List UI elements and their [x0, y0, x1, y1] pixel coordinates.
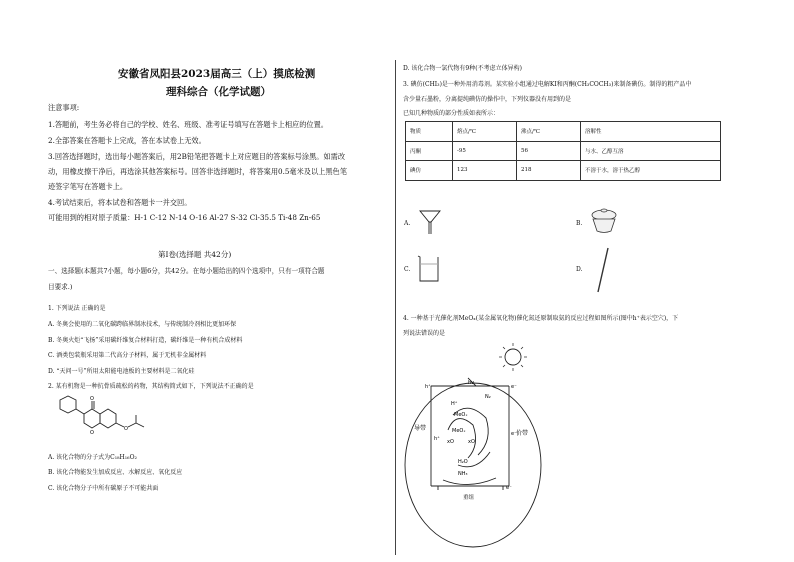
note-3-cont2: 迹签字笔写在答题卡上。 — [48, 182, 128, 191]
h2o-label: H₂O — [458, 459, 468, 465]
table-header-row — [406, 122, 721, 142]
recombination-label: 重组 — [463, 495, 475, 501]
section-title: 第Ⅰ卷(选择题 共42分) — [158, 250, 232, 259]
q2-option-c: C. 该化合物分子中所有碳原子不可能共面 — [48, 485, 159, 492]
n2-label: N₂ — [485, 394, 491, 400]
note-1: 1.答题前，考生务必将自己的学校、姓名、班级、准考证号填写在答题卡上相应的位置。 — [48, 120, 328, 129]
atomic-masses: 可能用到的相对原子质量：H-1 C-12 N-14 O-16 Al-27 S-32 Cl-35.5 Ti-48 Zn-65 — [48, 213, 321, 222]
svg-text:O: O — [124, 426, 128, 432]
e-right-label: e⁻ — [511, 431, 517, 437]
hplus-label: H⁺ — [451, 401, 458, 407]
table-row — [406, 141, 721, 161]
table-cell: 123 — [453, 161, 517, 181]
table-cell: 不溶于水，溶于热乙醇 — [581, 161, 721, 181]
table-header-cell: 物质 — [406, 122, 453, 142]
table-cell: -95 — [453, 141, 517, 161]
h-left-label: h⁺ — [425, 384, 431, 390]
q1-option-b: B. 冬奥火炬“飞扬”采用碳纤维复合材料打造，碳纤维是一种有机合成材料 — [48, 337, 243, 344]
xo-right-label: xO — [468, 439, 475, 445]
q1-option-a: A. 冬奥会使用的二氧化碳跨临界制冰技术，与传统制冷剂相比更加环保 — [48, 321, 237, 328]
q3-stem-cont: 含少量石墨粉，分离提纯碘仿的操作中，下列仪器没有用到的是 — [403, 96, 572, 103]
table-header-cell: 沸点/℃ — [517, 122, 581, 142]
table-header-cell: 溶解性 — [581, 122, 721, 142]
left-band-label: 导带 — [414, 425, 427, 432]
exam-subtitle: 理科综合（化学试题） — [166, 86, 271, 98]
q3-option-a-label: A. — [404, 220, 411, 227]
q1-option-c: C. 酒类包装瓶采用第二代高分子材料，属于无机非金属材料 — [48, 352, 207, 359]
nh3-label: NH₃ — [458, 471, 468, 477]
e-bottom-label: e⁻ — [506, 485, 512, 491]
q2-option-d: D. 该化合物一氯代物有9种(不考虑立体异构) — [403, 65, 522, 72]
crucible-icon — [588, 207, 620, 235]
table-cell: 碘仿 — [406, 161, 453, 181]
note-3: 3.回答选择题时，选出每小题答案后，用2B铅笔把答题卡上对应题目的答案标号涂黑。如需改 — [48, 152, 346, 161]
xo-left-label: xO — [447, 439, 454, 445]
table-cell: 丙酮 — [406, 141, 453, 161]
photocatalysis-diagram — [398, 340, 548, 550]
q2-option-b: B. 该化合物能发生加成反应、水解反应、氧化反应 — [48, 469, 183, 476]
properties-table — [405, 121, 721, 181]
q4-stem: 4. 一种基于光催化剂MeOₓ(某金属氧化物)催化氮还原制取氨的反应过程如图所示(图中h⁺表示空穴)，下 — [403, 315, 679, 322]
e-top-label: e⁻ — [511, 384, 517, 390]
note-4: 4.考试结束后，将本试卷和答题卡一并交回。 — [48, 198, 192, 207]
q2-option-a: A. 该化合物的分子式为C₁₈H₁₆O₂ — [48, 454, 137, 461]
table-row — [406, 161, 721, 181]
notes-heading: 注意事项: — [48, 103, 80, 112]
table-header-cell: 熔点/℃ — [453, 122, 517, 142]
sun-icon — [505, 349, 521, 365]
note-3-cont: 动，用橡皮擦干净后，再选涂其他答案标号。回答非选择题时，将答案用0.5毫米及以上黑色笔 — [48, 167, 347, 176]
section-instructions-cont: 目要求.) — [48, 283, 73, 291]
q3-table-intro: 已知几种物质的部分性质如表所示： — [403, 110, 500, 117]
q3-option-b-label: B. — [576, 220, 583, 227]
hv-label: hv — [468, 380, 475, 386]
beaker-icon — [416, 254, 442, 284]
table-cell: 56 — [517, 141, 581, 161]
q2-stem: 2. 某有机物是一种抗骨质疏松的药物，其结构简式如下，下列说法不正确的是 — [48, 383, 254, 390]
exam-title: 安徽省凤阳县2023届高三（上）摸底检测 — [118, 68, 316, 80]
q1-option-d: D. “天问一号”所用太阳能电池板的主要材料是二氧化硅 — [48, 368, 195, 375]
note-2: 2.全部答案在答题卡上完成，答在本试卷上无效。 — [48, 136, 206, 145]
q1-stem: 1. 下列说法 正确的是 — [48, 305, 106, 312]
q3-option-d-label: D. — [576, 266, 583, 273]
meox-top-label: MeOₓ — [454, 412, 468, 418]
column-divider — [395, 60, 396, 555]
q3-stem: 3. 碘仿(CHI₃)是一种外用消毒剂。某实验小组通过电解KI和丙酮(CH₃COCH₃)来制备碘仿。制得的粗产品中 — [403, 81, 692, 88]
funnel-icon — [418, 208, 442, 236]
q3-option-c-label: C. — [404, 266, 411, 273]
q4-stem-cont: 列说法错误的是 — [403, 330, 446, 337]
table-cell: 与水、乙醇互溶 — [581, 141, 721, 161]
h-mid-label: h⁺ — [434, 436, 440, 442]
svg-text:O: O — [90, 396, 94, 402]
meox-mid-label: MeOₓ — [452, 428, 466, 434]
glass-rod-icon — [594, 246, 614, 294]
molecule-structure — [46, 392, 176, 450]
table-cell: 218 — [517, 161, 581, 181]
right-band-label: 价带 — [516, 430, 529, 437]
section-instructions: 一、选择题(本题共7小题，每小题6分，共42分。在每小题给出的四个选项中，只有一项符合题 — [48, 267, 325, 275]
svg-text:O: O — [90, 430, 94, 436]
